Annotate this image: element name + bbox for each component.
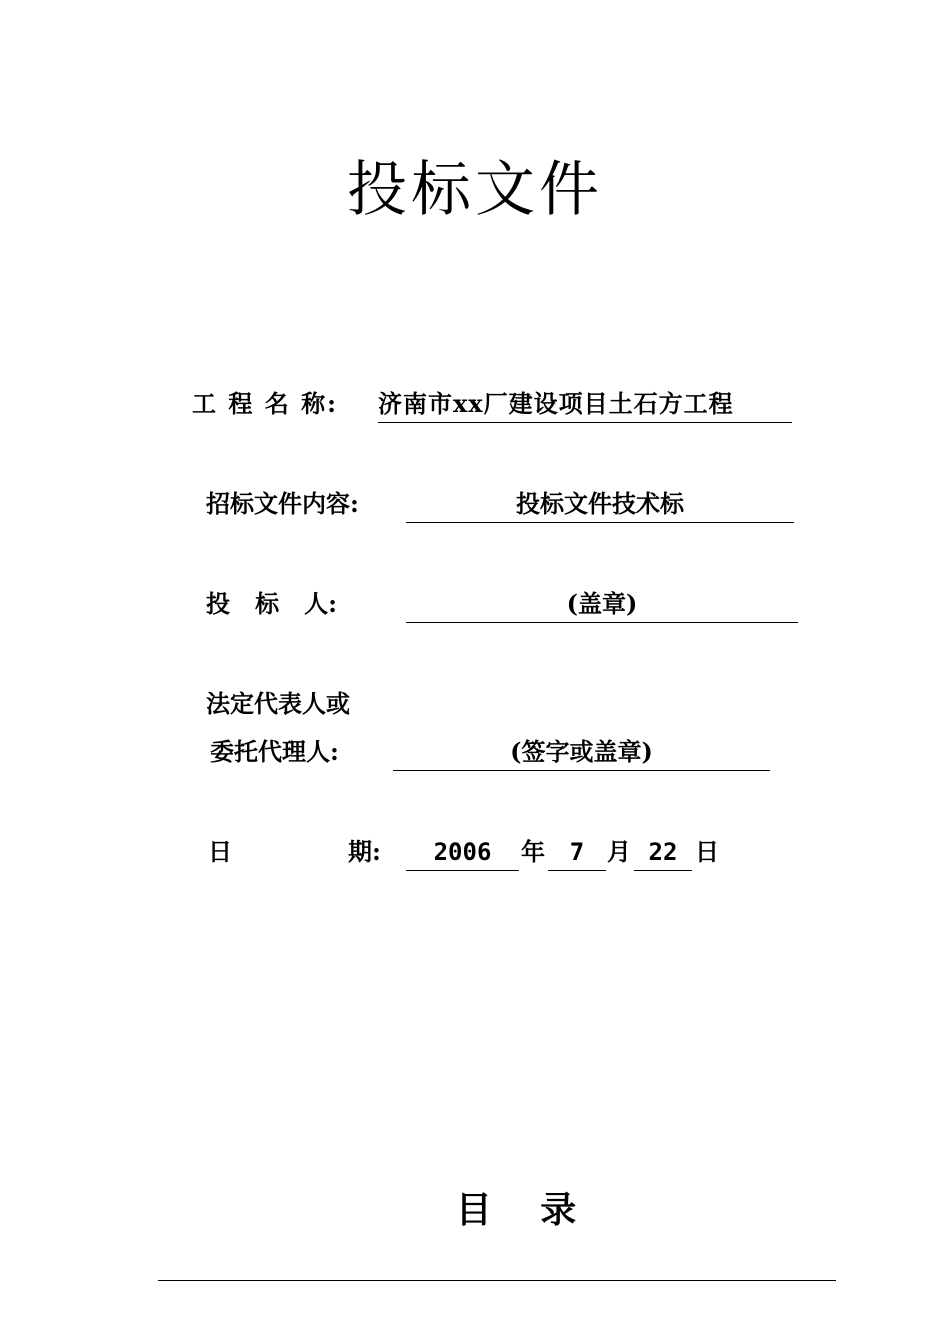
date-row xyxy=(0,834,950,870)
bidder-row xyxy=(0,586,950,622)
toc-title: 目 录 xyxy=(455,1190,595,1231)
document-title: 投标文件 xyxy=(347,155,603,225)
project-name-label: 工 程 名 称: xyxy=(192,389,338,418)
legal-rep-label-line2: 委托代理人: xyxy=(210,737,339,766)
date-label-period: 期: xyxy=(348,837,381,866)
date-day-value: 22 xyxy=(634,834,692,871)
date-month-unit: 月 xyxy=(607,837,631,866)
date-year-value: 2006 xyxy=(406,834,519,871)
legal-rep-label-line1: 法定代表人或 xyxy=(206,689,350,718)
date-month-value: 7 xyxy=(548,834,606,871)
legal-rep-row-line1 xyxy=(0,686,950,722)
bidder-label: 投 标 人: xyxy=(206,589,337,618)
header-rule xyxy=(158,1280,836,1281)
date-year-unit: 年 xyxy=(521,837,545,866)
project-name-value: 济南市xx厂建设项目土石方工程 xyxy=(378,386,792,423)
tender-content-row xyxy=(0,486,950,522)
legal-rep-row-line2 xyxy=(0,734,950,770)
bidder-value: (盖章) xyxy=(406,586,798,623)
tender-content-value: 投标文件技术标 xyxy=(406,486,794,523)
legal-rep-value: (签字或盖章) xyxy=(393,734,770,771)
project-name-row xyxy=(0,386,950,422)
tender-content-label: 招标文件内容: xyxy=(206,489,359,518)
date-label-day: 日 xyxy=(208,837,232,866)
date-day-unit: 日 xyxy=(695,837,719,866)
